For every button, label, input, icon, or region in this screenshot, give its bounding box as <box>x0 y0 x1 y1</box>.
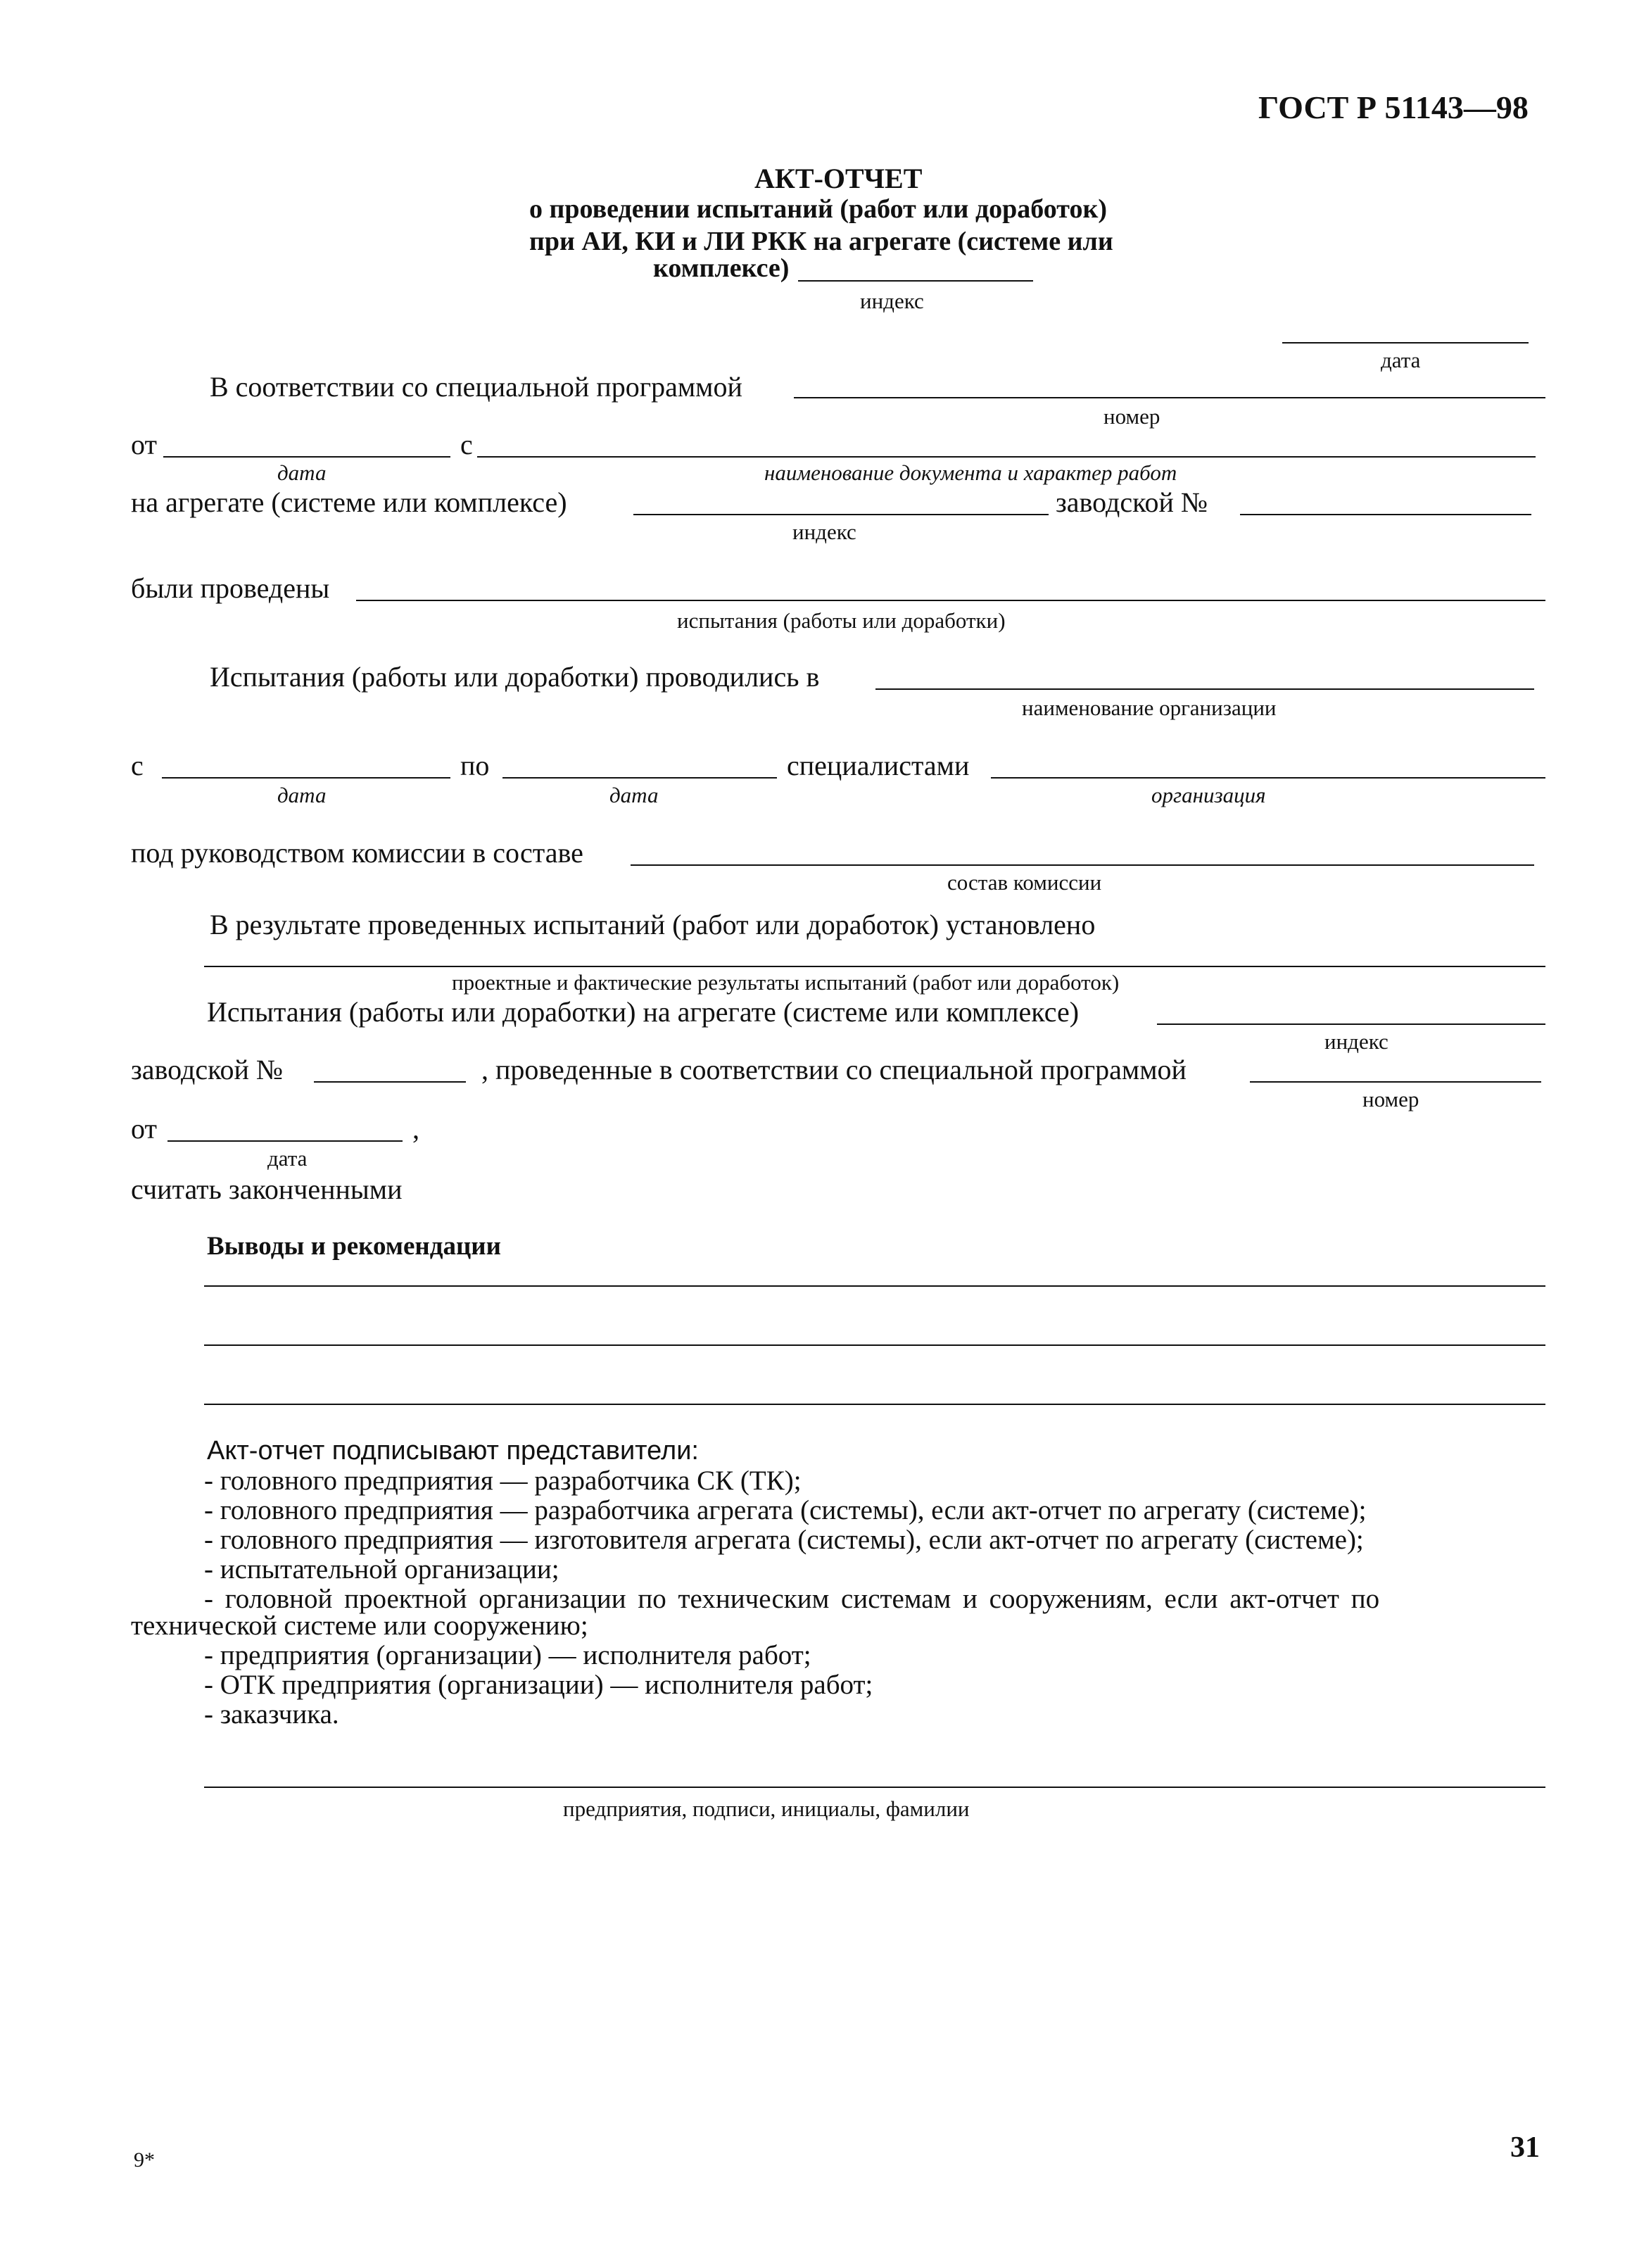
program-number-line <box>794 397 1545 398</box>
list-item: технической системе или сооружению; <box>131 1611 588 1641</box>
program-text: В соответствии со специальной программой <box>210 371 742 403</box>
held-text: Испытания (работы или доработки) проводились в <box>210 661 820 693</box>
end-date-line <box>502 777 777 779</box>
finish-index-line <box>1157 1023 1545 1025</box>
results-line <box>204 966 1545 967</box>
document-title: АКТ-ОТЧЕТ <box>754 163 923 194</box>
signatories-intro: Акт-отчет подписывают представители: <box>207 1436 699 1466</box>
result-text: В результате проведенных испытаний (работ или доработок) установлено <box>210 909 1096 940</box>
date-caption: дата <box>1381 348 1421 372</box>
list-item: - заказчика. <box>204 1699 339 1730</box>
serial-line <box>1240 514 1531 515</box>
conducted-line <box>356 600 1545 601</box>
serial-line-2 <box>314 1081 466 1083</box>
date-line <box>1282 342 1529 344</box>
unit-text: на агрегате (системе или комплексе) <box>131 486 567 518</box>
program-date-line <box>167 1140 403 1142</box>
list-item: - ОТК предприятия (организации) — исполнителя работ; <box>204 1670 873 1700</box>
serial-label-2: заводской № <box>131 1054 284 1085</box>
unit-index-caption: индекс <box>792 519 856 544</box>
completed-text: считать законченными <box>131 1173 403 1205</box>
organization-line <box>875 688 1534 690</box>
program-number-caption: номер <box>1103 404 1160 429</box>
unit-index-line <box>633 514 1049 515</box>
conclusions-line-2 <box>204 1344 1545 1346</box>
conclusions-line-1 <box>204 1285 1545 1287</box>
title-subtitle-line1: о проведении испытаний (работ или доработок) <box>529 194 1108 224</box>
to-label: по <box>460 750 490 781</box>
conclusions-line-3 <box>204 1404 1545 1405</box>
title-subtitle-line3: комплексе) <box>653 253 790 283</box>
program-number-caption-2: номер <box>1362 1087 1419 1111</box>
program-date-caption: дата <box>267 1146 308 1171</box>
title-subtitle-line2: при АИ, КИ и ЛИ РКК на агрегате (системе или <box>529 227 1113 256</box>
title-index-line <box>798 280 1033 282</box>
specialists-line <box>991 777 1545 779</box>
standard-number: ГОСТ Р 51143—98 <box>1258 89 1529 125</box>
footer-mark: 9* <box>134 2148 155 2172</box>
finish-text: Испытания (работы или доработки) на агрегате (системе или комплексе) <box>207 996 1080 1028</box>
start-date-line <box>162 777 450 779</box>
list-item: - головного предприятия — разработчика СК (ТК); <box>204 1466 802 1496</box>
commission-text: под руководством комиссии в составе <box>131 837 583 869</box>
signatures-line <box>204 1787 1545 1788</box>
document-line <box>477 456 1536 458</box>
organization-caption: организация <box>1151 783 1266 807</box>
org-name-caption: наименование организации <box>1022 695 1277 720</box>
program-number-line-2 <box>1250 1081 1541 1083</box>
specialists-label: специалистами <box>787 750 970 781</box>
results-caption: проектные и фактические результаты испытаний (работ или доработок) <box>452 970 1120 995</box>
end-date-caption: дата <box>609 783 659 807</box>
comma: , <box>412 1113 419 1145</box>
list-item: - предприятия (организации) — исполнителя работ; <box>204 1640 811 1670</box>
tests-caption: испытания (работы или доработки) <box>677 608 1006 633</box>
start-date-caption: дата <box>277 783 327 807</box>
from-date-caption: дата <box>277 460 327 485</box>
from-label-2: с <box>131 750 144 781</box>
list-item: - головного предприятия — разработчика агрегата (системы), если акт-отчет по агрегату (системе); <box>204 1495 1367 1525</box>
per-program-text: , проведенные в соответствии со специальной программой <box>481 1054 1187 1085</box>
serial-label: заводской № <box>1056 486 1208 518</box>
title-index-caption: индекс <box>860 289 924 313</box>
list-item: - головной проектной организации по техническим системам и сооружениям, если акт-отчет по <box>204 1584 1380 1614</box>
from-label: от <box>131 429 157 460</box>
from-label-3: от <box>131 1113 157 1145</box>
signatures-caption: предприятия, подписи, инициалы, фамилии <box>563 1796 970 1821</box>
from-date-line <box>163 456 450 458</box>
document-caption: наименование документа и характер работ <box>764 460 1177 485</box>
commission-caption: состав комиссии <box>947 870 1102 895</box>
page-number: 31 <box>1510 2131 1540 2164</box>
conclusions-heading: Выводы и рекомендации <box>207 1232 501 1261</box>
list-item: - головного предприятия — изготовителя агрегата (системы), если акт-отчет по агрегату (системе); <box>204 1525 1364 1555</box>
finish-index-caption: индекс <box>1324 1029 1389 1054</box>
list-item: - испытательной организации; <box>204 1554 559 1585</box>
with-label: с <box>460 429 473 460</box>
commission-line <box>631 864 1534 866</box>
conducted-text: были проведены <box>131 572 330 604</box>
